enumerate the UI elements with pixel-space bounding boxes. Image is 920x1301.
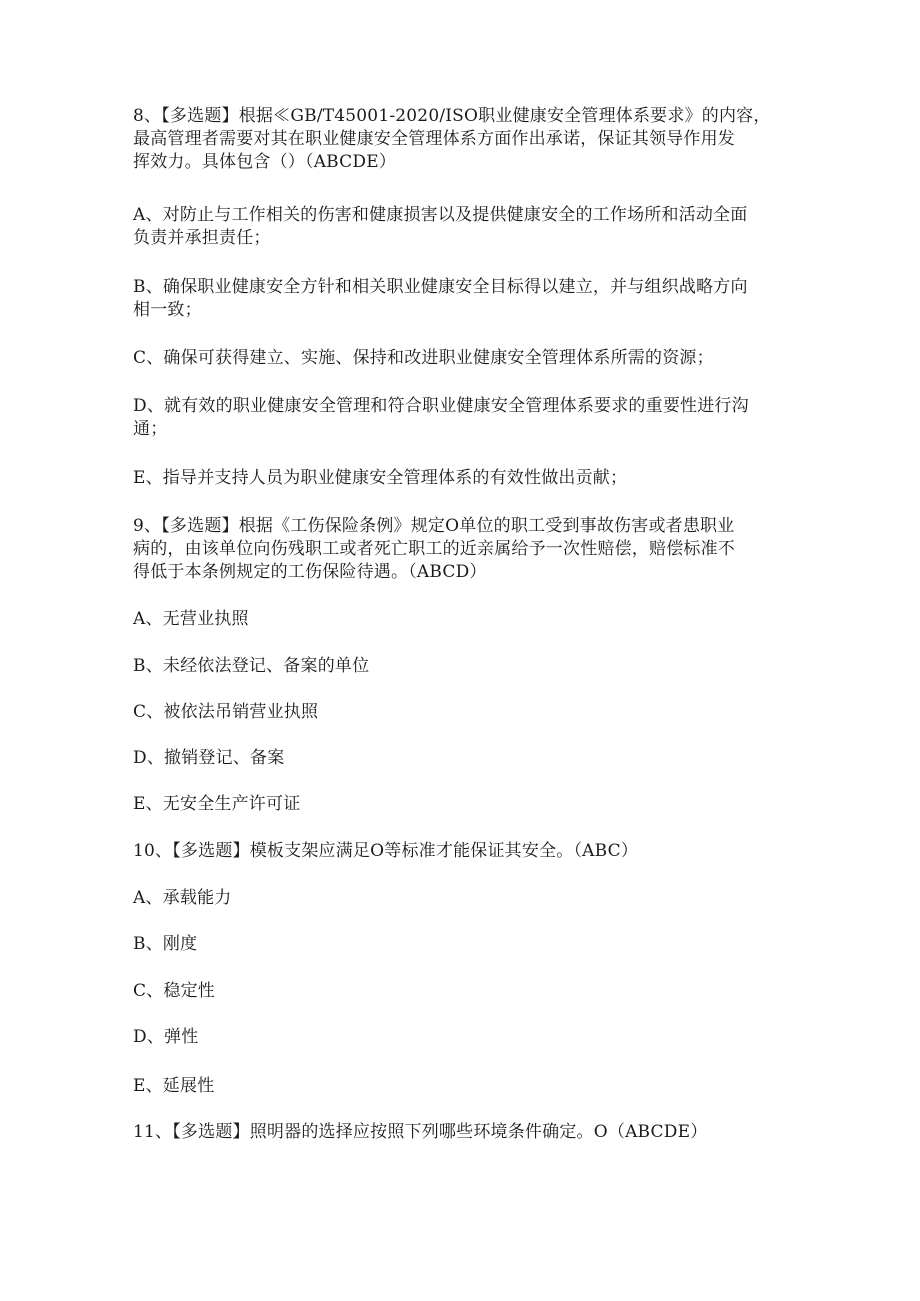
question-9-option-a: A、无营业执照: [133, 609, 249, 629]
question-11-stem: 11、【多选题】照明器的选择应按照下列哪些环境条件确定。O（ABCDE）: [133, 1122, 708, 1142]
question-9-option-d: D、撤销登记、备案: [133, 748, 285, 768]
question-10-option-c: C、稳定性: [133, 981, 216, 1001]
question-9-option-c: C、被依法吊销营业执照: [133, 702, 319, 722]
question-10-option-b: B、刚度: [133, 934, 198, 954]
question-9-option-e: E、无安全生产许可证: [133, 794, 301, 814]
question-8-option-c: C、确保可获得建立、实施、保持和改进职业健康安全管理体系所需的资源；: [133, 348, 714, 368]
question-8-option-b: B、确保职业健康安全方针和相关职业健康安全目标得以建立，并与组织战略方向 相一致；: [133, 277, 748, 320]
question-8-option-d: D、就有效的职业健康安全管理和符合职业健康安全管理体系要求的重要性进行沟 通；: [133, 396, 749, 439]
question-8-option-e: E、指导并支持人员为职业健康安全管理体系的有效性做出贡献；: [133, 468, 628, 488]
question-10-stem: 10、【多选题】模板支架应满足O等标准才能保证其安全。（ABC）: [133, 841, 639, 861]
question-10-option-a: A、承载能力: [133, 888, 232, 908]
question-10-option-d: D、弹性: [133, 1027, 199, 1047]
question-8-option-a: A、对防止与工作相关的伤害和健康损害以及提供健康安全的工作场所和活动全面 负责并承担责任；: [133, 205, 748, 248]
question-9-option-b: B、未经依法登记、备案的单位: [133, 656, 370, 676]
question-9-stem: 9、【多选题】根据《工伤保险条例》规定O单位的职工受到事故伤害或者患职业 病的，由该单位向伤残职工或者死亡职工的近亲属给予一次性赔偿，赔偿标准不 得低于本条例规定的工伤保险待遇。（ABCD）: [133, 516, 735, 582]
question-8-stem: 8、【多选题】根据≪GB/T45001-2020/ISO职业健康安全管理体系要求》的内容， 最高管理者需要对其在职业健康安全管理体系方面作出承诺，保证其领导作用发 挥效力。具体包含（）（ABCDE）: [133, 106, 771, 172]
question-10-option-e: E、延展性: [133, 1076, 215, 1096]
